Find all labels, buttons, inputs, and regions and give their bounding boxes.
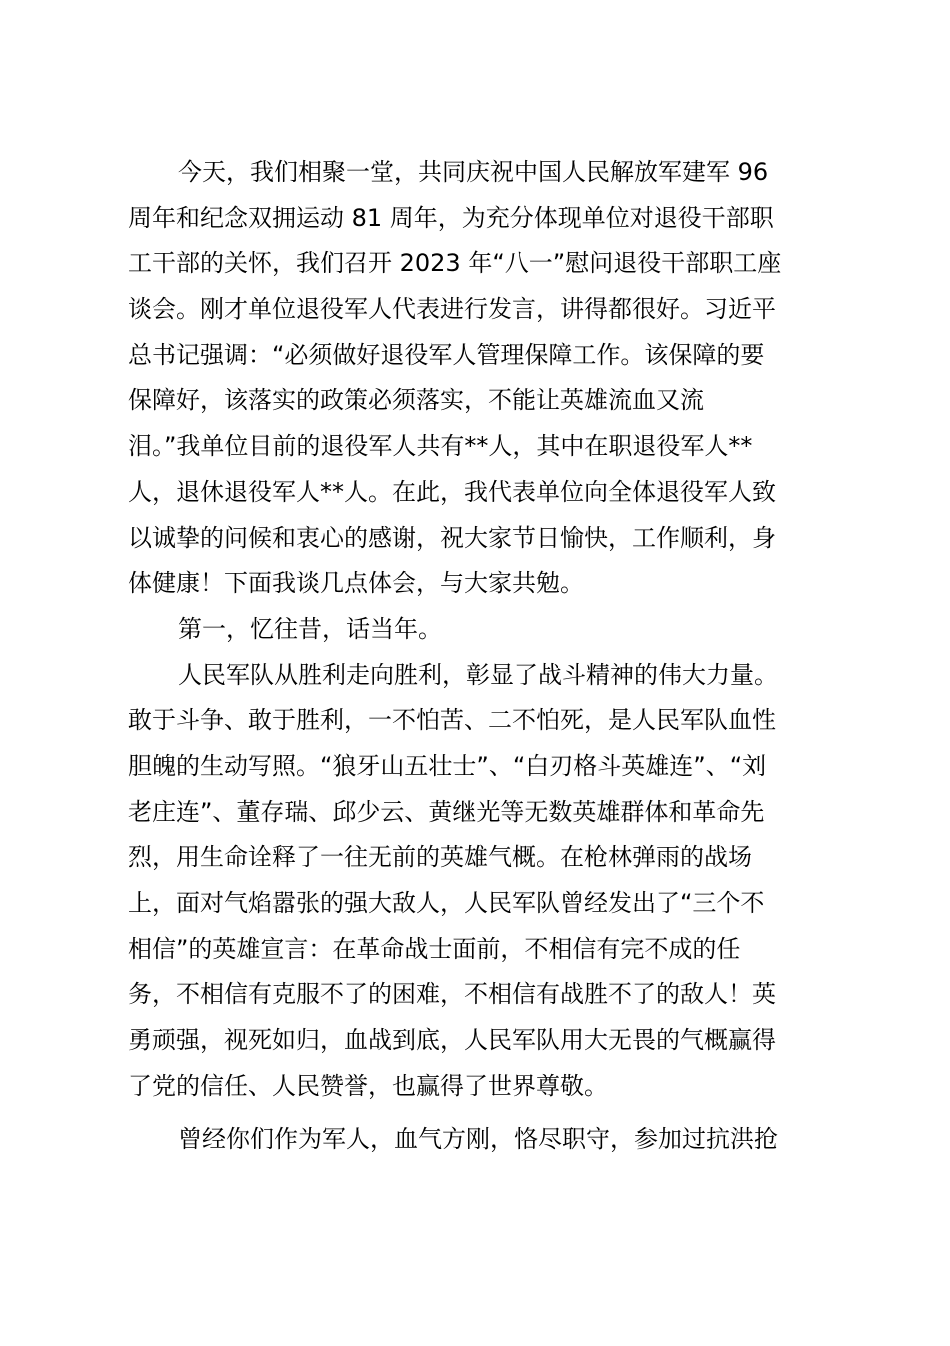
paragraph-gap (128, 1109, 828, 1117)
text-line: 相信”的英雄宣言：在革命战士面前，不相信有完不成的任 (128, 934, 741, 963)
text-line: 体健康！下面我谈几点体会，与大家共勉。 (128, 569, 584, 598)
paragraph-veterans (128, 1117, 828, 1163)
text-line: 了党的信任、人民赞誉，也赢得了世界尊敬。 (128, 1071, 608, 1100)
text-line: 总书记强调：“必须做好退役军人管理保障工作。该保障的要 (128, 340, 765, 369)
text-line: 老庄连”、董存瑞、邱少云、黄继光等无数英雄群体和革命先 (128, 797, 765, 826)
text-line: 人，退休退役军人**人。在此，我代表单位向全体退役军人致 (128, 477, 776, 506)
text-line: 泪。”我单位目前的退役军人共有**人，其中在职退役军人** (128, 432, 753, 461)
paragraph-opening (128, 150, 828, 607)
text-line: 谈会。刚才单位退役军人代表进行发言，讲得都很好。习近平 (128, 295, 776, 324)
text-line: 烈，用生命诠释了一往无前的英雄气概。在枪林弹雨的战场 (128, 843, 752, 872)
paragraph-history (128, 653, 828, 1110)
text-line: 保障好，该落实的政策必须落实，不能让英雄流血又流 (128, 386, 704, 415)
text-line: 工干部的关怀，我们召开 2023 年“八一”慰问退役干部职工座 (128, 249, 782, 278)
text-line: 上，面对气焰嚣张的强大敌人，人民军队曾经发出了“三个不 (128, 889, 765, 917)
section-heading: 第一，忆往昔，话当年。 (178, 614, 442, 643)
text-line: 胆魄的生动写照。“狼牙山五壮士”、“白刃格斗英雄连”、“刘 (128, 751, 767, 780)
document-body (128, 150, 828, 1163)
text-line: 勇顽强，视死如归，血战到底，人民军队用大无畏的气概赢得 (128, 1026, 776, 1055)
text-line: 今天，我们相聚一堂，共同庆祝中国人民解放军建军 96 (178, 158, 769, 186)
text-line: 周年和纪念双拥运动 81 周年，为充分体现单位对退役干部职 (128, 203, 774, 232)
text-line: 以诚挚的问候和衷心的感谢，祝大家节日愉快，工作顺利，身 (128, 523, 776, 552)
text-line: 务，不相信有克服不了的困难，不相信有战胜不了的敌人！英 (128, 980, 776, 1009)
text-line: 人民军队从胜利走向胜利，彰显了战斗精神的伟大力量。 (178, 660, 778, 689)
section-heading-first (128, 607, 828, 653)
text-line: 敢于斗争、敢于胜利，一不怕苦、二不怕死，是人民军队血性 (128, 706, 776, 735)
text-line: 曾经你们作为军人，血气方刚，恪尽职守，参加过抗洪抢 (178, 1125, 778, 1154)
